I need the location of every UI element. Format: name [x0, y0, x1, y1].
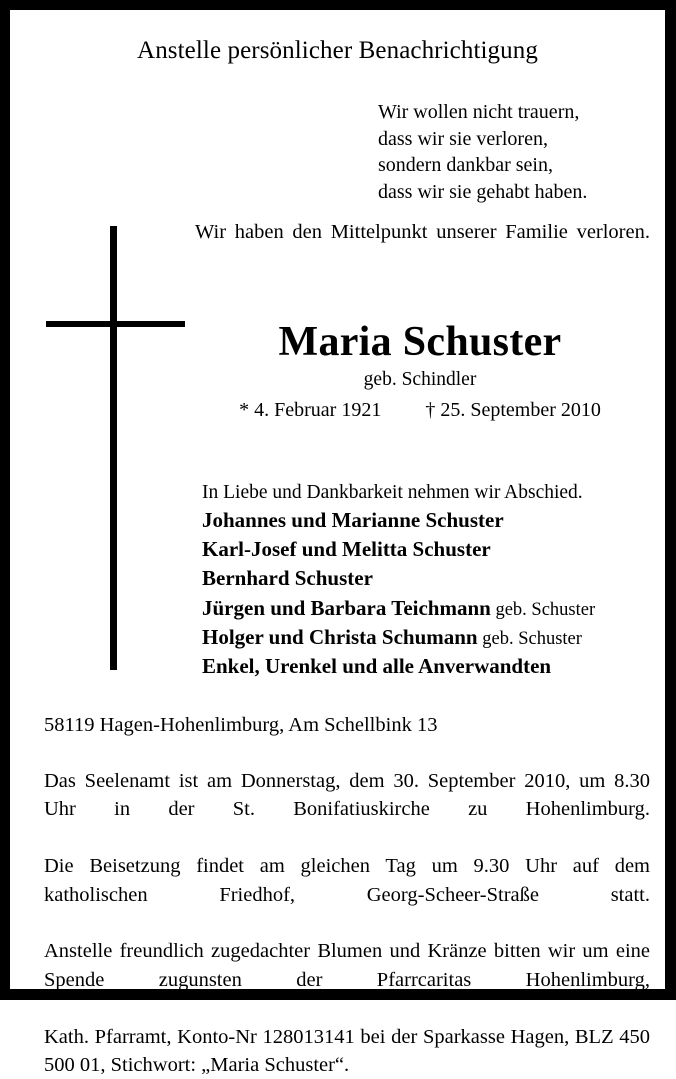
intro-statement	[195, 218, 650, 274]
deceased-maiden-name: geb. Schindler	[363, 369, 477, 390]
deceased-dates	[185, 397, 655, 423]
cross-icon-horizontal-bar	[46, 321, 185, 327]
mourner-suffix: geb. Schuster	[490, 599, 596, 620]
donation-request-text: Anstelle freundlich zugedachter Blumen und Kränze bitten wir um eine Spende zugunsten der Pfarrcaritas Hohenlimburg,	[44, 940, 650, 991]
burial-text: Die Beisetzung findet am gleichen Tag um 9.30 Uhr auf dem katholischen Friedhof, Georg-Scheer-Straße statt.	[44, 855, 650, 906]
verse-line-4: dass wir sie gehabt haben.	[378, 180, 588, 203]
memorial-verse	[378, 99, 658, 205]
bank-details-text: Kath. Pfarramt, Konto-Nr 128013141 bei der Sparkasse Hagen, BLZ 450 500 01, Stichwort: „Maria Schuster“.	[44, 1025, 650, 1077]
verse-line-2: dass wir sie verloren,	[378, 127, 548, 150]
mourner-name: Johannes und Marianne Schuster	[202, 508, 504, 532]
page-title: Anstelle persönlicher Benachrichtigung	[137, 37, 538, 64]
mourner-name: Karl-Josef und Melitta Schuster	[202, 537, 491, 562]
funeral-service-text: Das Seelenamt ist am Donnerstag, dem 30. September 2010, um 8.30 Uhr in der St. Bonifatiuskirche zu Hohenlimburg.	[44, 770, 650, 821]
birth-date: 4. Februar 1921	[254, 399, 382, 421]
mourner-name: Enkel, Urenkel und alle Anverwandten	[202, 654, 552, 679]
intro-statement-text: Wir haben den Mittelpunkt unserer Familie verloren.	[195, 221, 650, 243]
death-date: 25. September 2010	[440, 399, 601, 421]
mourner-row	[202, 565, 662, 594]
mourner-name: Bernhard Schuster	[202, 566, 373, 591]
mourner-row	[202, 653, 662, 682]
mourner-name: Holger und Christa Schumann	[202, 624, 478, 649]
address-line: 58119 Hagen-Hohenlimburg, Am Schellbink 13	[44, 714, 438, 736]
birth-symbol: *	[239, 399, 250, 421]
death-symbol: †	[425, 399, 436, 421]
mourners-lead-text: In Liebe und Dankbarkeit nehmen wir Abschied.	[202, 482, 583, 503]
deceased-block	[185, 318, 655, 423]
mourner-row	[202, 536, 662, 565]
mourner-name: Jürgen und Barbara Teichmann	[202, 595, 491, 620]
deceased-name: Maria Schuster	[278, 319, 562, 365]
mourner-row	[202, 595, 662, 624]
mourner-row	[202, 507, 662, 536]
mourner-suffix: geb. Schuster	[477, 628, 582, 649]
service-details-block	[44, 767, 650, 1079]
cross-icon-vertical-bar	[110, 226, 117, 670]
mourner-row	[202, 624, 662, 653]
verse-line-1: Wir wollen nicht trauern,	[378, 101, 580, 123]
mourners-block	[202, 480, 662, 682]
notice-sheet	[10, 10, 665, 1077]
verse-line-3: sondern dankbar sein,	[378, 154, 553, 176]
